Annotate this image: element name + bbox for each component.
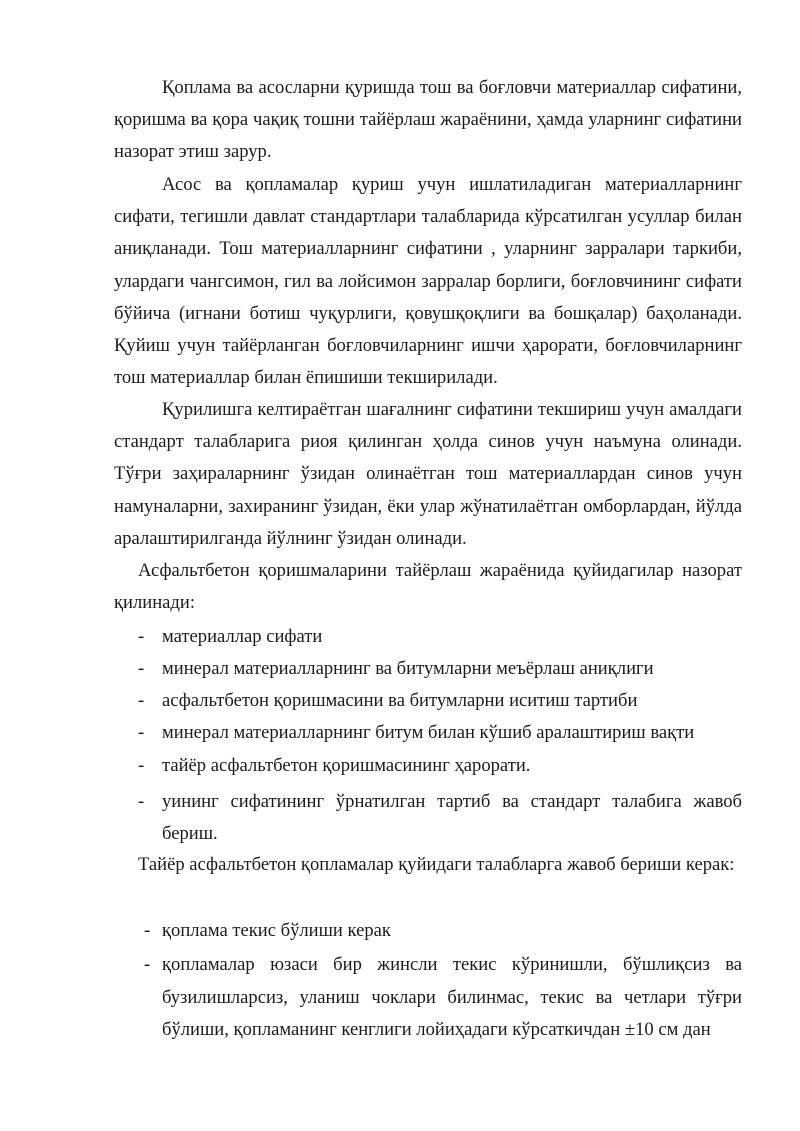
list-item-text: қопламалар юзаси бир жинсли текис кўринишли, бўшлиқсиз ва бузилишларсиз, уланиш чоклари билинмас, текис ва четлари тўғри бўлиши, қопламанинг кенглиги лойиҳадаги кўрсаткичдан ±10 см дан <box>162 954 742 1040</box>
list-dash: - <box>138 755 145 776</box>
list-dash: - <box>138 626 145 647</box>
list-item-text: тайёр асфальтбетон қоришмасининг ҳарорати. <box>162 755 531 776</box>
list-item-text: уининг сифатининг ўрнатилган тартиб ва стандарт талабига жавоб бериш. <box>162 791 742 845</box>
paragraph-material-quality: Асос ва қопламалар қуриш учун ишлатиладиган материалларнинг сифати, тегишли давлат стандартлари талабларида кўрсатилган усуллар билан аниқланади. Тош материалларнинг сифатини , уларнинг зарралари таркиби, улардаги чангсимон, гил ва лойсимон зарралар борлиги, боғловчининг сифати бўйича (игнани ботиш чуқурлиги, қовушқоқлиги ва бошқалар) баҳоланади. Қуйиш учун тайёрланган боғловчиларнинг ишчи ҳарорати, боғловчиларнинг тош материаллар билан ёпишиши текширилади. <box>114 174 742 389</box>
list-dash: - <box>138 690 145 711</box>
list-dash: - <box>138 722 145 743</box>
list-dash: - <box>144 920 151 941</box>
paragraph-quality-control-intro: Қоплама ва асосларни қуришда тош ва боғловчи материаллар сифатини, қоришма ва қора чақиқ тошни тайёрлаш жараёнини, ҳамда уларнинг сифатини назорат этиш зарур. <box>114 77 742 163</box>
paragraph-asphalt-control-heading: Асфальтбетон қоришмаларини тайёрлаш жараёнида қуйидагилар назорат қилинади: <box>114 560 742 614</box>
paragraph-finished-pavement-requirements: Тайёр асфальтбетон қопламалар қуйидаги талабларга жавоб бериши керак: <box>138 854 735 875</box>
list-item-text: минерал материалларнинг битум билан кўшиб аралаштириш вақти <box>162 722 695 743</box>
list-dash: - <box>138 658 145 679</box>
list-dash: - <box>144 954 151 975</box>
list-item-text: асфальтбетон қоришмасини ва битумларни иситиш тартиби <box>162 690 638 711</box>
list-item-text: минерал материалларнинг ва битумларни меъёрлаш аниқлиги <box>162 658 654 679</box>
list-item-text: қоплама текис бўлиши керак <box>162 920 391 941</box>
list-item-text: материаллар сифати <box>162 626 323 647</box>
list-dash: - <box>138 791 145 812</box>
paragraph-gravel-sampling: Қурилишга келтираётган шағалнинг сифатини текшириш учун амалдаги стандарт талабларига риоя қилинган ҳолда синов учун наъмуна олинади. Тўғри заҳираларнинг ўзидан олинаётган тош материаллардан синов учун намуналарни, захиранинг ўзидан, ёки улар жўнатилаётган омборлардан, йўлда аралаштирилганда йўлнинг ўзидан олинади. <box>114 399 742 549</box>
